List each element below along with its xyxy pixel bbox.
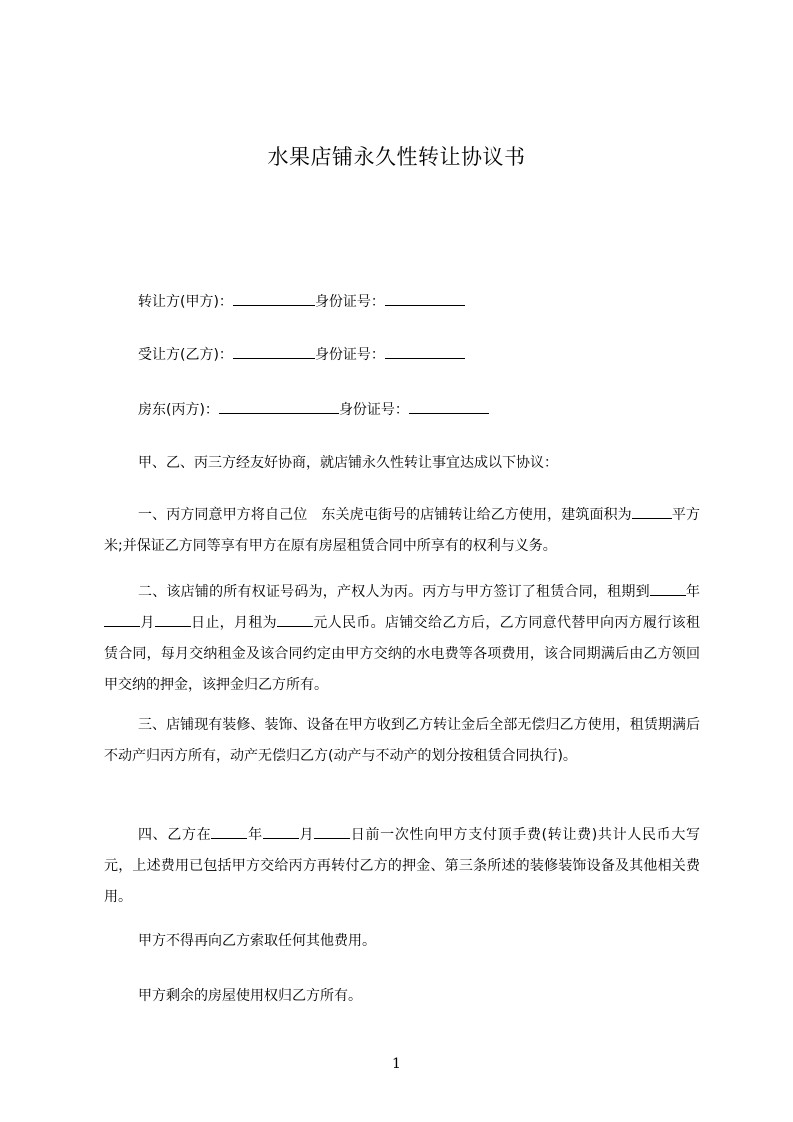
clause-2-year: 年 xyxy=(685,584,700,600)
clause-1-text-b: 平方米;并保证乙方同等享有甲方在原有房屋租赁合同中所享有的权利与义务。 xyxy=(104,507,700,554)
document-title: 水果店铺永久性转让协议书 xyxy=(267,145,526,169)
page-number: 1 xyxy=(392,1056,401,1072)
clause-4-month: 月 xyxy=(298,827,315,843)
transferee-id-blank[interactable] xyxy=(385,344,465,359)
landlord-label: 房东(丙方)： xyxy=(138,402,219,418)
payment-month-blank[interactable] xyxy=(263,824,299,839)
lease-end-year-blank[interactable] xyxy=(650,581,686,596)
transferee-name-blank[interactable] xyxy=(233,344,315,359)
clause-2-month: 月 xyxy=(140,615,155,631)
payment-year-blank[interactable] xyxy=(211,824,247,839)
transferee-line xyxy=(138,344,465,365)
intro-text: 甲、乙、丙三方经友好协商，就店铺永久性转让事宜达成以下协议： xyxy=(138,455,558,471)
lease-end-month-blank[interactable] xyxy=(104,612,140,627)
clause-4-year: 年 xyxy=(247,827,263,843)
transferor-name-blank[interactable] xyxy=(233,291,315,306)
transferor-id-blank[interactable] xyxy=(385,291,465,306)
clause-1 xyxy=(104,500,700,562)
landlord-line xyxy=(138,399,489,420)
clause-4 xyxy=(104,820,700,913)
clause-2-text-c: 元人民币。店铺交给乙方后，乙方同意代替甲向丙方履行该租赁合同，每月交纳租金及该合同约定由甲方交纳的水电费等各项费用，该合同期满后由乙方领回甲交纳的押金，该押金归乙方所有。 xyxy=(104,615,701,693)
note-no-extra-fees: 甲方不得再向乙方索取任何其他费用。 xyxy=(138,933,376,949)
lease-end-day-blank[interactable] xyxy=(155,612,191,627)
landlord-id-blank[interactable] xyxy=(409,399,489,414)
payment-day-blank[interactable] xyxy=(314,824,350,839)
transferee-label: 受让方(乙方)： xyxy=(138,347,233,363)
clause-4-text-a: 四、乙方在 xyxy=(138,827,212,843)
clause-3: 三、店铺现有装修、装饰、设备在甲方收到乙方转让金后全部无偿归乙方使用，租赁期满后不动产归丙方所有，动产无偿归乙方(动产与不动产的划分按租赁合同执行)。 xyxy=(104,717,700,764)
area-blank[interactable] xyxy=(632,504,672,519)
clause-2 xyxy=(104,577,700,701)
monthly-rent-blank[interactable] xyxy=(277,612,313,627)
clause-2-text-a: 二、该店铺的所有权证号码为，产权人为丙。丙方与甲方签订了租赁合同，租期到 xyxy=(138,584,650,600)
transferor-id-label: 身份证号： xyxy=(314,294,385,310)
clause-1-text-a: 一、丙方同意甲方将自己位 东关虎屯街号的店铺转让给乙方使用，建筑面积为 xyxy=(138,507,632,523)
clause-2-text-b: 日止，月租为 xyxy=(190,615,278,631)
transferor-line xyxy=(138,291,465,312)
note-remaining-rights: 甲方剩余的房屋使用权归乙方所有。 xyxy=(138,988,362,1004)
landlord-name-blank[interactable] xyxy=(219,399,339,414)
clause-4-text-b: 日前一次性向甲方支付顶手费(转让费)共计人民币大写元，上述费用已包括甲方交给丙方再转付乙方的押金、第三条所述的装修装饰设备及其他相关费用。 xyxy=(104,827,701,905)
landlord-id-label: 身份证号： xyxy=(338,402,409,418)
transferee-id-label: 身份证号： xyxy=(314,347,385,363)
transferor-label: 转让方(甲方)： xyxy=(138,294,233,310)
